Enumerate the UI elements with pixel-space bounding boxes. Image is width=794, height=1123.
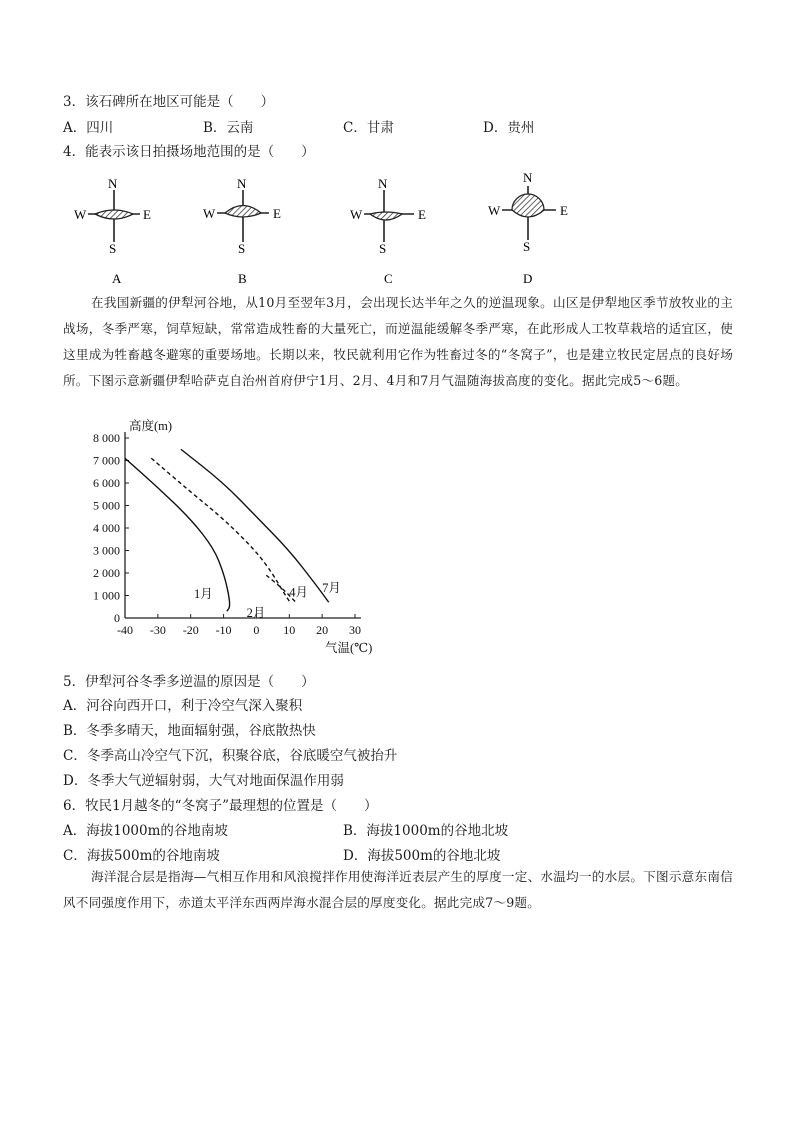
west-letter: W: [203, 206, 216, 221]
x-tick-label: -10: [215, 623, 232, 637]
q3-option-d: D．贵州: [483, 120, 535, 136]
q5-option-c: C．冬季高山冷空气下沉，积聚谷底，谷底暖空气被抬升: [63, 748, 398, 764]
q3-stem: 3．该石碑所在地区可能是（ ）: [63, 94, 275, 110]
compass-c: [350, 176, 426, 256]
x-tick-label: 20: [316, 623, 329, 637]
y-tick-label: 5 000: [93, 498, 120, 513]
compass-label-a: A: [112, 271, 122, 286]
y-tick-label: 4 000: [93, 521, 120, 535]
q5-option-d: D．冬季大气逆辐射弱，大气对地面保温作用弱: [63, 773, 344, 789]
illuminated-area-a: [95, 210, 133, 219]
passage-yili-inversion: 在我国新疆的伊犁河谷地，从10月至翌年3月，会出现长达半年之久的逆温现象。山区是伊犁地区季节放牧业的主战场，冬季严寒，饲草短缺，常常造成牲畜的大量死亡，而逆温能缓解冬季严寒，在此形成人工牧草栽培的适宜区，使这里成为牲畜越冬避寒的重要场地。长期以来，牧民就利用它作为牲畜过冬的“冬窝子”，也是建立牧民定居点的良好场所。下图示意新疆伊犁哈萨克自治州首府伊宁1月、2月、4月和7月气温随海拔高度的变化。据此完成5～6题。: [63, 295, 733, 388]
west-letter: W: [350, 207, 363, 222]
q5-option-b: B．冬季多晴天，地面辐射强，谷底散热快: [63, 723, 316, 739]
y-tick-label: 7 000: [93, 453, 120, 468]
y-tick-label: 6 000: [93, 476, 120, 490]
series-label: 7月: [322, 581, 341, 596]
y-tick-label: 8 000: [93, 431, 120, 445]
compass-b: [203, 176, 281, 256]
north-letter: N: [523, 170, 533, 185]
x-tick-label: 10: [283, 623, 296, 637]
series-label: 2月: [246, 605, 266, 620]
series-label: 4月: [289, 585, 309, 600]
q4-stem: 4．能表示该日拍摄场地范围的是（ ）: [63, 144, 315, 160]
q5-stem: 5．伊犁河谷冬季多逆温的原因是（ ）: [63, 674, 315, 690]
illuminated-area-c: [370, 212, 402, 220]
illuminated-area-b: [225, 206, 261, 218]
q6-option-a: A．海拔1000m的谷地南坡: [63, 823, 228, 839]
east-letter: E: [273, 206, 281, 221]
west-letter: W: [488, 203, 501, 218]
compass-label-d: D: [523, 271, 533, 286]
q6-option-c: C．海拔500m的谷地南坡: [63, 848, 220, 864]
q4-compass-figures: [0, 0, 794, 300]
q3-option-b: B．云南: [203, 120, 254, 136]
compass-d: [488, 170, 568, 254]
compass-a: [74, 176, 151, 256]
y-tick-label: 2 000: [93, 566, 120, 580]
x-tick-label: -20: [182, 623, 199, 637]
series-label: 1月: [194, 586, 213, 601]
q6-option-b: B．海拔1000m的谷地北坡: [343, 823, 509, 839]
south-letter: S: [523, 239, 531, 254]
x-tick-label: -30: [149, 623, 166, 637]
x-axis-label: 气温(℃): [325, 641, 373, 655]
passage-ocean-mixed-layer: 海洋混合层是指海—气相互作用和风浪搅拌作用使海洋近表层产生的厚度一定、水温均一的水层。下图示意东南信风不同强度作用下，赤道太平洋东西两岸海水混合层的厚度变化。据此完成7～9题。: [63, 869, 733, 910]
illuminated-area-d: [512, 194, 544, 217]
q3-option-a: A．四川: [63, 120, 114, 136]
north-letter: N: [108, 176, 118, 191]
x-tick-label: 0: [253, 623, 260, 637]
series-line-7月: [181, 449, 329, 602]
compass-label-b: B: [238, 271, 247, 286]
q3-option-c: C．甘肃: [343, 120, 394, 136]
east-letter: E: [560, 203, 568, 218]
south-letter: S: [379, 241, 387, 256]
south-letter: S: [238, 241, 246, 256]
x-tick-label: 30: [349, 623, 361, 637]
y-tick-label: 1 000: [93, 588, 120, 603]
q6-stem: 6．牧民1月越冬的“冬窝子”最理想的位置是（ ）: [63, 798, 378, 814]
north-letter: N: [237, 176, 247, 191]
north-letter: N: [378, 176, 388, 191]
temperature-altitude-chart: [60, 418, 400, 658]
q6-option-d: D．海拔500m的谷地北坡: [343, 848, 501, 864]
south-letter: S: [109, 241, 117, 256]
series-line-1月: [125, 458, 230, 611]
x-tick-label: -40: [117, 623, 133, 637]
east-letter: E: [143, 207, 151, 222]
compass-label-c: C: [384, 271, 393, 286]
q5-option-a: A．河谷向西开口，利于冷空气深入聚积: [63, 698, 303, 714]
y-tick-label: 3 000: [93, 543, 120, 558]
west-letter: W: [74, 207, 87, 222]
east-letter: E: [418, 207, 426, 222]
y-tick-label: 0: [114, 611, 120, 625]
y-axis-label: 高度(m): [129, 419, 173, 433]
